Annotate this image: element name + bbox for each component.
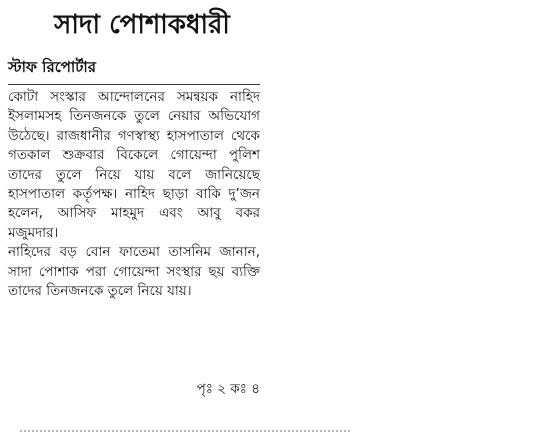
article-paragraph-1: কোটা সংস্কার আন্দোলনের সমন্বয়ক নাহিদ ইসলামসহ তিনজনকে তুলে নেয়ার অভিযোগ উঠেছে। রাজধানীর গণস্বাস্থ্য হাসপাতাল থেকে গতকাল শুক্রবার বিকেলে গোয়েন্দা পুলিশ তাদের তুলে নিয়ে যায় বলে জানিয়েছে হাসপাতাল কর্তৃপক্ষ। নাহিদ ছাড়া বাকি দু’জন হলেন, আসিফ মাহমুদ এবং আবু বকর মজুমদার। bbox=[8, 89, 260, 241]
faded-text-line bbox=[20, 430, 350, 435]
article-paragraph-2: নাহিদের বড় বোন ফাতেমা তাসনিম জানান, সাদা পোশাক পরা গোয়েন্দা সংস্থার ছয় ব্যক্তি তাদের তিনজনকে তুলে নিয়ে যায়। bbox=[8, 244, 260, 300]
headline: সাদা পোশাকধারী bbox=[54, 10, 230, 40]
clipped-headline-top bbox=[40, 0, 270, 4]
byline: স্টাফ রিপোর্টার bbox=[8, 58, 97, 76]
bottom-bleed-strip bbox=[0, 426, 540, 440]
continuation-reference: পৃঃ ২ কঃ ৪ bbox=[196, 381, 260, 397]
byline-divider bbox=[8, 84, 260, 85]
article-body bbox=[8, 88, 260, 301]
